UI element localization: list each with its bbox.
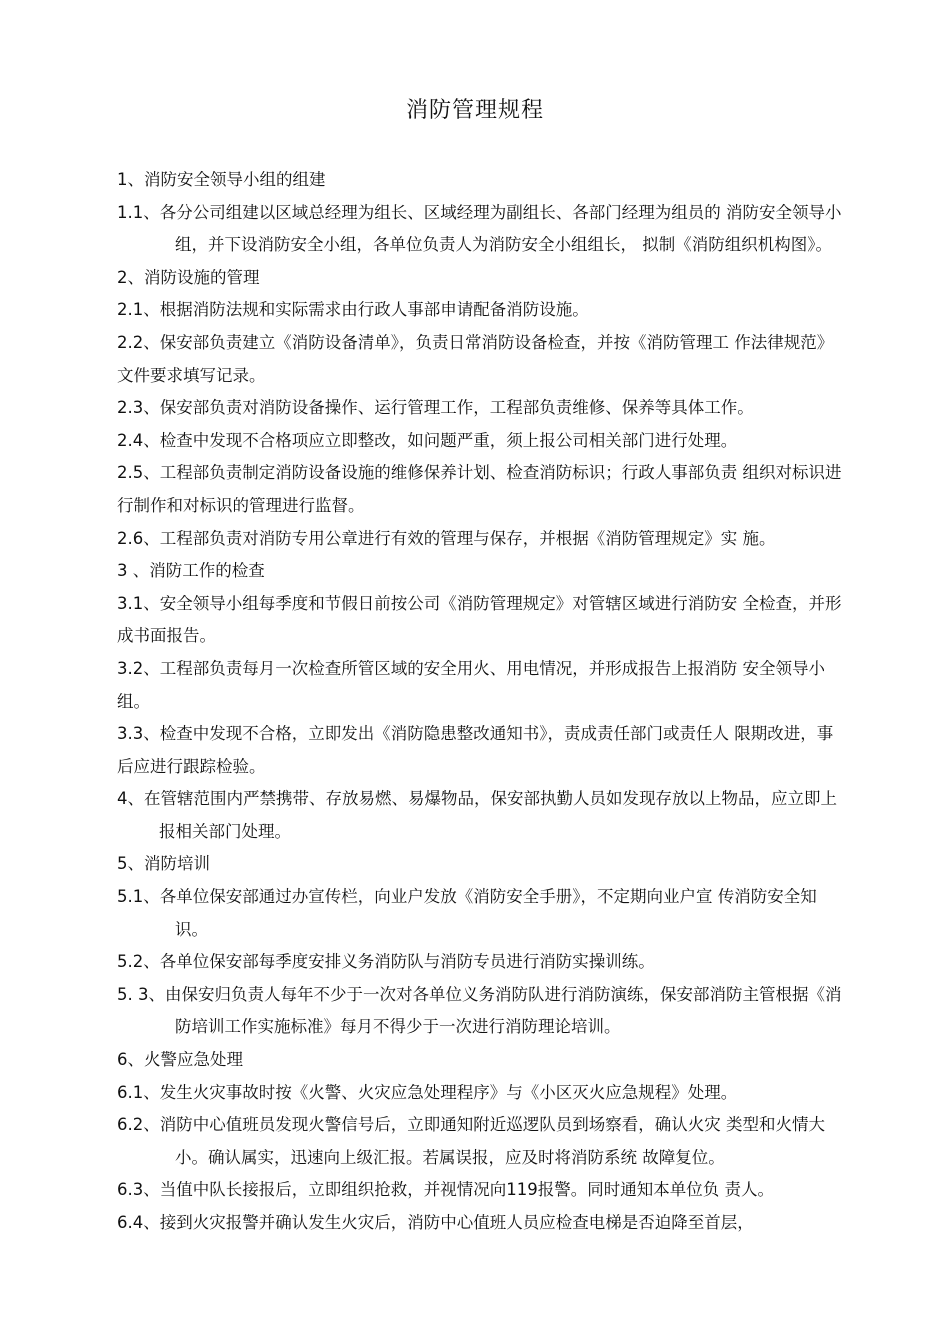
section-heading-2: 2、消防设施的管理 [117,267,260,287]
paragraph-4: 4、在管辖范围内严禁携带、存放易燃、易爆物品，保安部执勤人员如发现存放以上物品，应立即上报相关部门处理。 [117,789,837,841]
paragraph-2-5: 2.5、工程部负责制定消防设备设施的维修保养计划、检查消防标识；行政人事部负责 组织对标识进行制作和对标识的管理进行监督。 [117,463,842,515]
paragraph-3-2: 3.2、工程部负责每月一次检查所管区域的安全用火、用电情况，并形成报告上报消防 安全领导小组。 [117,658,825,711]
paragraph-6-3: 6.3、当值中队长接报后，立即组织抢救，并视情况向119报警。同时通知本单位负 责人。 [117,1180,774,1200]
paragraph-5-3: 5. 3、由保安归负责人每年不少于一次对各单位义务消防队进行消防演练，保安部消防主管根据《消防培训工作实施标准》每月不得少于一次进行消防理论培训。 [117,984,842,1037]
section-heading-5: 5、消防培训 [117,854,210,874]
paragraph-6-1: 6.1、发生火灾事故时按《火警、火灾应急处理程序》与《小区灭火应急规程》处理。 [117,1082,738,1102]
page-title: 消防管理规程 [405,98,544,123]
paragraph-6-4: 6.4、接到火灾报警并确认发生火灾后，消防中心值班人员应检查电梯是否迫降至首层， [117,1213,754,1232]
paragraph-1-1: 1.1、各分公司组建以区域总经理为组长、区域经理为副组长、各部门经理为组员的 消防安全领导小组，并下设消防安全小组，各单位负责人为消防安全小组组长， 拟制《消防组织机构图》。 [117,202,842,255]
paragraph-3-3: 3.3、检查中发现不合格，立即发出《消防隐患整改通知书》，责成责任部门或责任人 限期改进，事后应进行跟踪检验。 [117,724,834,776]
paragraph-5-1: 5.1、各单位保安部通过办宣传栏，向业户发放《消防安全手册》，不定期向业户宣 传消防安全知识。 [117,887,817,939]
paragraph-6-2: 6.2、消防中心值班员发现火警信号后，立即通知附近巡逻队员到场察看，确认火灾 类型和火情大小。确认属实，迅速向上级汇报。若属误报，应及时将消防系统 故障复位。 [117,1115,825,1167]
section-heading-3: 3 、消防工作的检查 [117,561,265,581]
paragraph-2-2: 2.2、保安部负责建立《消防设备清单》，负责日常消防设备检查，并按《消防管理工 作法律规范》文件要求填写记录。 [117,332,834,385]
paragraph-3-1: 3.1、安全领导小组每季度和节假日前按公司《消防管理规定》对管辖区域进行消防安 全检查，并形成书面报告。 [117,593,842,646]
paragraph-2-6: 2.6、工程部负责对消防专用公章进行有效的管理与保存，并根据《消防管理规定》实 施。 [117,528,776,548]
paragraph-2-4: 2.4、检查中发现不合格项应立即整改，如问题严重，须上报公司相关部门进行处理。 [117,430,738,450]
paragraph-5-2: 5.2、各单位保安部每季度安排义务消防队与消防专员进行消防实操训练。 [117,952,655,972]
section-heading-6: 6、火警应急处理 [117,1050,243,1070]
paragraph-2-3: 2.3、保安部负责对消防设备操作、运行管理工作，工程部负责维修、保养等具体工作。 [117,398,754,418]
paragraph-2-1: 2.1、根据消防法规和实际需求由行政人事部申请配备消防设施。 [117,300,589,320]
document-body [117,164,845,1240]
section-heading-1: 1、消防安全领导小组的组建 [117,170,326,189]
